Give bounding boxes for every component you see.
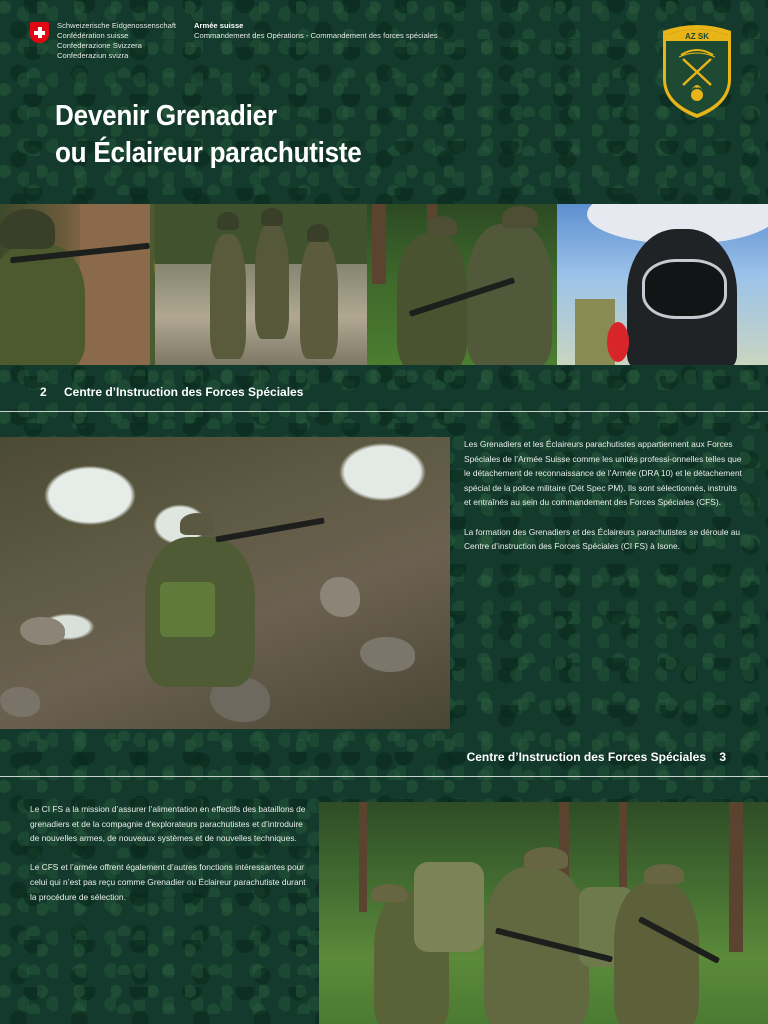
photo-patrol-forest [319,802,768,1024]
paragraph: Le CFS et l’armée offrent également d’autres fonctions intéressantes pour celui qui n’est pas reçu comme Grenadier ou Éclaireur parachutiste durant la procédure de sélection. [30,862,306,902]
title-line-1: Devenir Grenadier [55,100,277,132]
intro-text [464,437,744,568]
confederation-line: Confederaziun svizra [57,51,129,60]
mission-text [30,802,310,919]
special-forces-badge-icon [661,21,733,119]
section-header-page-2 [0,374,768,412]
divider [0,776,768,777]
title-line-2: ou Éclaireur parachutiste [55,137,362,169]
organisation [194,21,438,41]
section-header-page-3 [0,739,768,777]
org-subtitle: Commandement des Opérations - Commandement des forces spéciales [194,31,438,40]
photo-forest-soldiers [367,204,557,365]
header [0,0,768,200]
page-number: 3 [719,750,726,764]
photo-sniper-tree [0,204,155,365]
paragraph: Le CI FS a la mission d’assurer l’alimentation en effectifs des bataillons de grenadiers et de la compagnie d’explorateurs parachutistes et d’introduire de nouvelles armes, de nouveaux systèmes et de nouvelles techniques. [30,804,306,844]
section-title: Centre d’Instruction des Forces Spéciales [64,385,304,399]
confederation-line: Schweizerische Eidgenossenschaft [57,21,177,30]
confederation-names [57,21,176,61]
org-name: Armée suisse [194,21,244,30]
photo-soldier-mountain-stream [0,437,450,729]
photo-strip [0,204,768,365]
badge-text: AZ SK [685,32,709,41]
page-title [55,98,515,172]
photo-paratrooper [557,204,768,365]
paragraph: La formation des Grenadiers et des Éclaireurs parachutistes se déroule au Centre d’instruction des Forces Spéciales (CI FS) à Isone. [464,526,741,552]
paragraph: Les Grenadiers et les Éclaireurs parachutistes appartiennent aux Forces Spéciales de l’Armée Suisse comme les unités professi-onnelles telles que le détachement de reconnaissance de l’Armée (DRA 10) et le détachement spécial de la police militaire (Dét Spec PM). Ils sont sélectionnés, instruits et entraînés au sein du commandement des Forces Spéciales (CFS). [464,439,742,508]
confederation-line: Confederazione Svizzera [57,41,142,50]
divider [0,411,768,412]
section-title: Centre d’Instruction des Forces Spéciales [466,750,706,764]
swiss-coat-of-arms-icon [30,22,49,43]
confederation-line: Confédération suisse [57,31,129,40]
page-number: 2 [40,385,47,399]
photo-squad-advancing [155,204,367,365]
